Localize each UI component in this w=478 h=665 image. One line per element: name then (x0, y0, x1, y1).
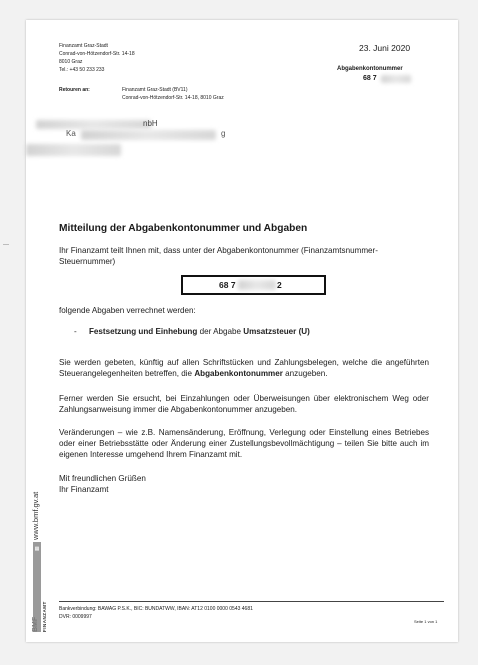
redaction-recipient-line3 (26, 144, 121, 156)
tax-item-bold2: Umsatzsteuer (U) (243, 327, 310, 336)
footer-dvr: DVR: 0009997 (59, 614, 92, 620)
return-label: Retouren an: (59, 87, 90, 93)
footer-page-number: Seite 1 von 1 (414, 619, 438, 624)
sender-city: 8010 Graz (59, 59, 83, 65)
taxes-intro: folgende Abgaben verrechnet werden: (59, 306, 196, 315)
recipient-line2-end: g (221, 129, 226, 138)
ministry-label: FINANZAMT (42, 601, 47, 632)
redaction-account-header (381, 75, 411, 83)
greeting-line2: Ihr Finanzamt (59, 485, 109, 494)
paragraph-payments: Ferner werden Sie ersucht, bei Einzahlungen oder Überweisungen über elektronischem Weg oder Zahlungsanweisung immer die Abgabenkontonummer anzugeben. (59, 394, 429, 414)
recipient-line2-visible: Ka (66, 129, 76, 138)
greeting-line1: Mit freundlichen Grüßen (59, 474, 146, 483)
paragraph-changes: Veränderungen – wie z.B. Namensänderung, Eröffnung, Verlegung oder Einstellung eines Betriebes oder einer Betriebsstätte oder Änderung einer Zustellungsbevollmächtigung – teilen Sie bitte auch im eigenen Interesse umgehend Ihrem Finanzamt mit. (59, 428, 429, 459)
letter-date: 23. Juni 2020 (359, 43, 411, 53)
return-address: Finanzamt Graz-Stadt (BV11) Conrad-von-Hötzendorf-Str. 14-18, 8010 Graz (122, 87, 224, 101)
tax-item-mid: der Abgabe (197, 327, 244, 336)
para1-end: anzugeben. (282, 369, 328, 378)
sender-phone: Tel.: +43 50 233 233 (59, 67, 105, 73)
account-number-header-value: 68 7 (363, 75, 377, 82)
sender-office: Finanzamt Graz-Stadt (59, 43, 108, 49)
margin-mark: --- (3, 242, 9, 248)
para1-start: Sie werden gebeten, künftig auf allen Schriftstücken und Zahlungsbelegen, welche die angeführten Steuerangelegenheiten betreffen, die (59, 358, 429, 378)
letter-page (26, 20, 458, 642)
account-number-box (181, 275, 326, 295)
footer-divider (59, 601, 444, 602)
redaction-recipient-line2 (81, 130, 216, 140)
account-number-label: Abgabenkontonummer (337, 66, 403, 72)
bmf-logo-text: BMF (32, 616, 39, 632)
redaction-recipient-line1 (36, 120, 151, 129)
ministry-url: www.bmf.gv.at (31, 491, 40, 540)
recipient-line1-visible: nbH (143, 119, 158, 128)
page-title: Mitteilung der Abgabenkontonummer und Abgaben (59, 223, 308, 234)
intro-text: Ihr Finanzamt teilt Ihnen mit, dass unter der Abgabenkontonummer (Finanzamtsnummer-Steuernummer) (59, 246, 378, 266)
sender-street: Conrad-von-Hötzendorf-Str. 14-18 (59, 51, 135, 57)
tax-item (74, 326, 310, 337)
account-number-box-start: 68 7 (219, 280, 236, 290)
footer-bank: Bankverbindung: BAWAG P.S.K., BIC: BUNDATWW, IBAN: AT12 0100 0000 0543 4681 (59, 606, 253, 612)
tax-item-dash: - (74, 327, 77, 336)
redaction-account-box (238, 280, 276, 290)
bmf-logo-mark: ▦ (34, 546, 40, 552)
tax-item-bold1: Festsetzung und Einhebung (88, 327, 198, 336)
para1-bold: Abgabenkontonummer (194, 369, 283, 378)
account-number-box-end: 2 (277, 280, 282, 290)
paragraph-references (59, 357, 429, 379)
